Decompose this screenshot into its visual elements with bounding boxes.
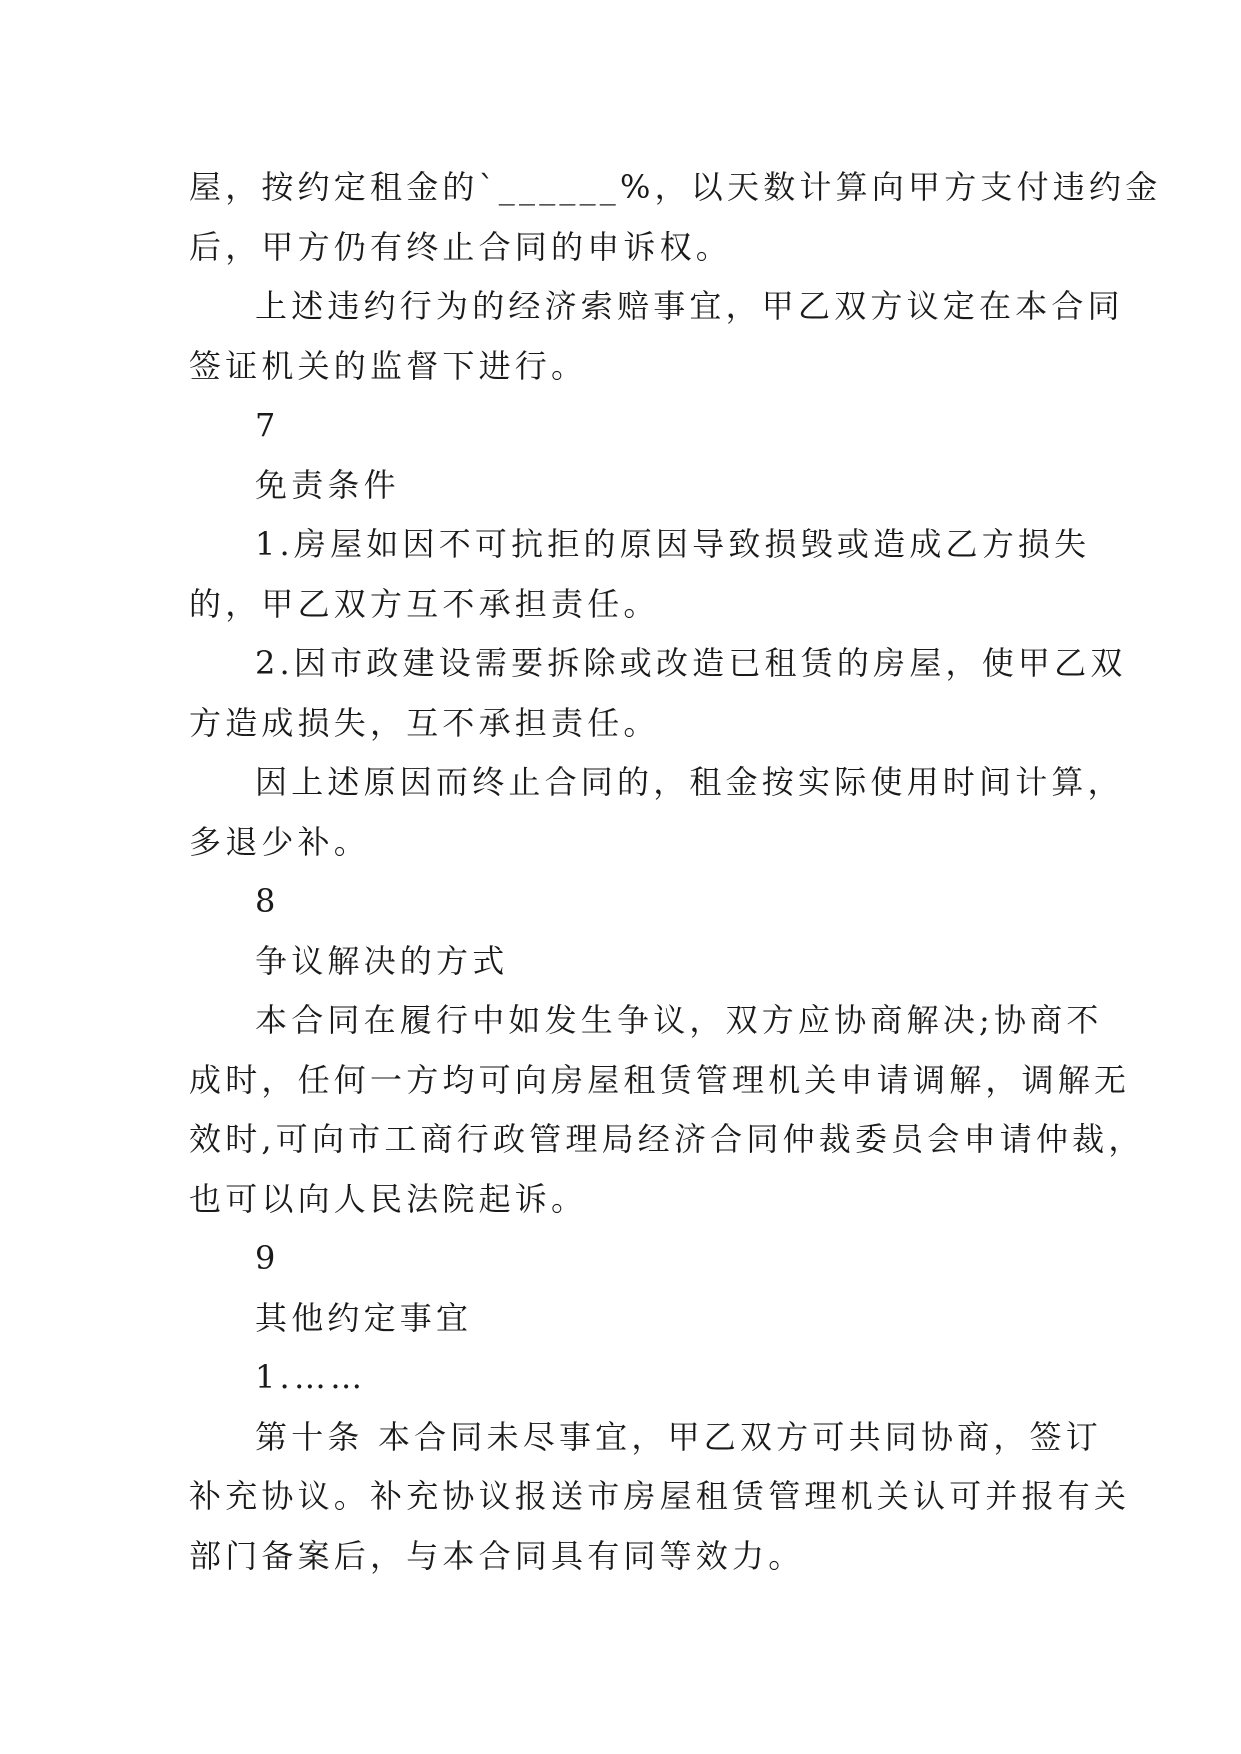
- text-line: 上述违约行为的经济索赔事宜，甲乙双方议定在本合同: [255, 287, 1124, 325]
- text-line: 成时，任何一方均可向房屋租赁管理机关申请调解，调解无: [189, 1060, 1131, 1099]
- text-line: 多退少补。: [189, 822, 371, 861]
- text-line: 部门备案后，与本合同具有同等效力。: [189, 1536, 805, 1575]
- text-line: 1.房屋如因不可抗拒的原因导致损毁或造成乙方损失: [255, 525, 1091, 563]
- section-number: 7: [255, 406, 276, 444]
- section-number: 9: [255, 1239, 276, 1277]
- document-page: [189, 158, 1162, 1586]
- section-number: 8: [255, 882, 276, 920]
- text-line: 本合同在履行中如发生争议，双方应协商解决;协商不: [255, 1001, 1103, 1039]
- text-line: 因上述原因而终止合同的，租金按实际使用时间计算，: [255, 763, 1124, 801]
- text-line: 1.……: [255, 1358, 367, 1396]
- text-line: 2.因市政建设需要拆除或改造已租赁的房屋，使甲乙双: [255, 644, 1127, 682]
- text-line: 补充协议。补充协议报送市房屋租赁管理机关认可并报有关: [189, 1477, 1131, 1515]
- text-line: 第十条 本合同未尽事宜，甲乙双方可共同协商，签订: [255, 1417, 1102, 1456]
- text-line: 后，甲方仍有终止合同的申诉权。: [189, 227, 733, 266]
- text-line: 也可以向人民法院起诉。: [189, 1179, 588, 1218]
- text-line: 屋，按约定租金的`______%，以天数计算向甲方支付违约金: [189, 168, 1162, 206]
- section-heading: 免责条件: [255, 465, 400, 504]
- text-line: 效时,可向市工商行政管理局经济合同仲裁委员会申请仲裁，: [189, 1120, 1145, 1158]
- text-line: 签证机关的监督下进行。: [189, 346, 588, 385]
- text-line: 方造成损失，互不承担责任。: [189, 703, 660, 742]
- section-heading: 争议解决的方式: [255, 941, 509, 980]
- section-heading: 其他约定事宜: [255, 1298, 473, 1337]
- text-line: 的，甲乙双方互不承担责任。: [189, 584, 660, 623]
